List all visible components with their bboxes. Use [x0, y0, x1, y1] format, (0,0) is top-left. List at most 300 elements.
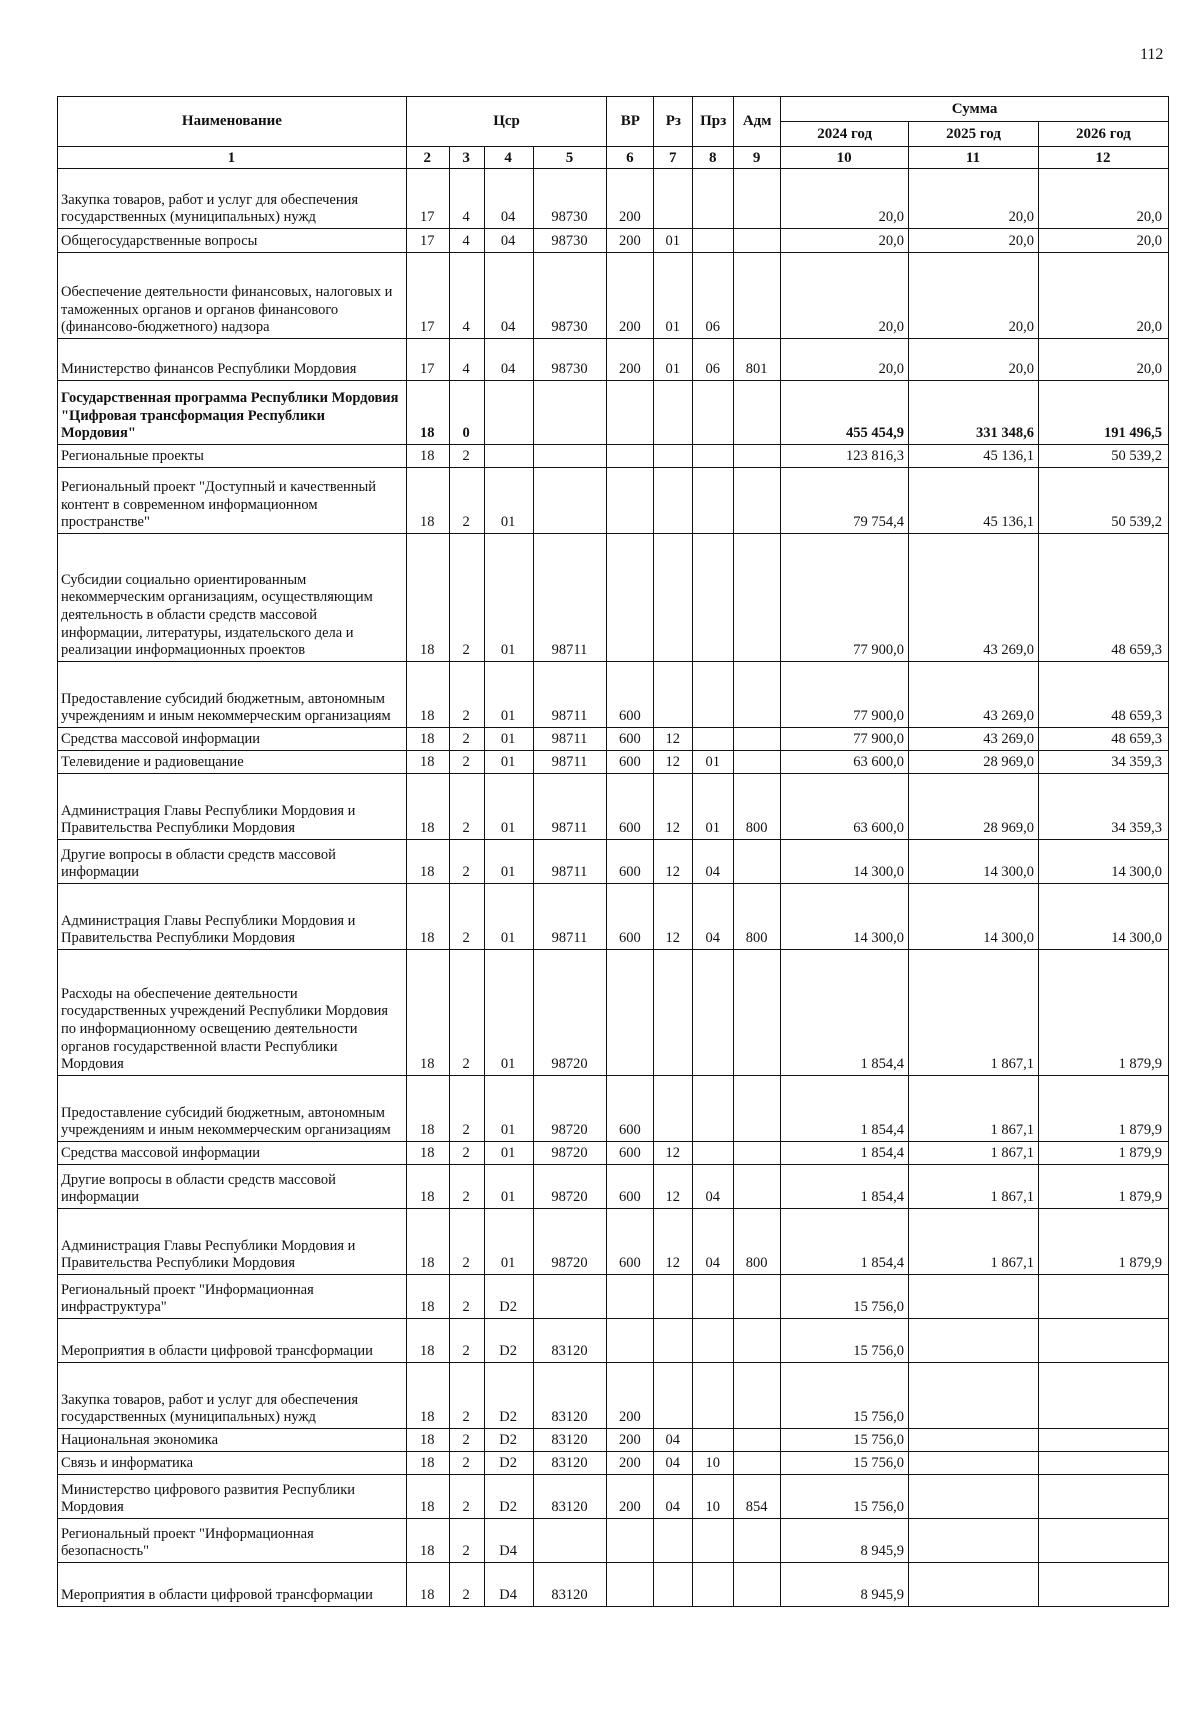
- csr-program: 18: [406, 950, 449, 1076]
- prz-code: [693, 1363, 734, 1429]
- amount-2024: 8 945,9: [781, 1519, 909, 1563]
- row-name: Другие вопросы в области средств массовой информации: [58, 840, 407, 884]
- prz-code: 04: [693, 840, 734, 884]
- csr-project: 04: [484, 169, 533, 229]
- csr-project: 01: [484, 950, 533, 1076]
- row-name: Связь и информатика: [58, 1452, 407, 1475]
- csr-code: 98720: [533, 950, 607, 1076]
- amount-2024: 20,0: [781, 229, 909, 253]
- vr-code: [607, 445, 654, 468]
- prz-code: [693, 381, 734, 445]
- csr-project: D2: [484, 1275, 533, 1319]
- csr-code: 98711: [533, 662, 607, 728]
- amount-2025: [909, 1475, 1039, 1519]
- amount-2026: 1 879,9: [1038, 950, 1168, 1076]
- adm-code: [734, 840, 781, 884]
- row-name: Предоставление субсидий бюджетным, автономным учреждениям и иным некоммерческим организациям: [58, 1076, 407, 1142]
- rz-code: 01: [654, 229, 693, 253]
- amount-2025: 43 269,0: [909, 728, 1039, 751]
- prz-code: [693, 1563, 734, 1607]
- amount-2025: 1 867,1: [909, 1165, 1039, 1209]
- adm-code: [734, 169, 781, 229]
- csr-subprogram: 2: [449, 534, 484, 662]
- csr-subprogram: 0: [449, 381, 484, 445]
- row-name: Средства массовой информации: [58, 1142, 407, 1165]
- csr-program: 18: [406, 1429, 449, 1452]
- rz-code: 12: [654, 728, 693, 751]
- adm-code: [734, 1275, 781, 1319]
- column-number: 1: [58, 147, 407, 169]
- rz-code: 12: [654, 884, 693, 950]
- vr-code: 200: [607, 253, 654, 339]
- csr-project: D2: [484, 1475, 533, 1519]
- csr-code: 98711: [533, 728, 607, 751]
- header-name: Наименование: [58, 97, 407, 147]
- vr-code: 200: [607, 339, 654, 381]
- csr-subprogram: 2: [449, 1142, 484, 1165]
- csr-subprogram: 2: [449, 445, 484, 468]
- row-name: Региональный проект "Информационная безопасность": [58, 1519, 407, 1563]
- amount-2024: 14 300,0: [781, 840, 909, 884]
- csr-program: 18: [406, 1475, 449, 1519]
- table-row: [58, 1363, 1169, 1429]
- rz-code: [654, 1076, 693, 1142]
- vr-code: [607, 534, 654, 662]
- prz-code: [693, 534, 734, 662]
- column-number: 4: [484, 147, 533, 169]
- row-name: Министерство финансов Республики Мордовия: [58, 339, 407, 381]
- csr-subprogram: 2: [449, 1165, 484, 1209]
- amount-2024: 20,0: [781, 169, 909, 229]
- rz-code: [654, 662, 693, 728]
- amount-2025: 20,0: [909, 339, 1039, 381]
- csr-subprogram: 2: [449, 774, 484, 840]
- rz-code: [654, 1563, 693, 1607]
- adm-code: [734, 1519, 781, 1563]
- csr-code: 98711: [533, 884, 607, 950]
- csr-code: [533, 468, 607, 534]
- csr-code: [533, 445, 607, 468]
- csr-program: 18: [406, 445, 449, 468]
- csr-program: 18: [406, 1142, 449, 1165]
- amount-2025: [909, 1429, 1039, 1452]
- csr-program: 18: [406, 381, 449, 445]
- amount-2026: [1038, 1319, 1168, 1363]
- vr-code: 600: [607, 1165, 654, 1209]
- rz-code: 01: [654, 339, 693, 381]
- row-name: Закупка товаров, работ и услуг для обеспечения государственных (муниципальных) нужд: [58, 169, 407, 229]
- header-rz: Рз: [654, 97, 693, 147]
- prz-code: [693, 1519, 734, 1563]
- prz-code: [693, 1319, 734, 1363]
- csr-code: 83120: [533, 1363, 607, 1429]
- csr-code: 98720: [533, 1142, 607, 1165]
- adm-code: [734, 1452, 781, 1475]
- amount-2024: 1 854,4: [781, 1209, 909, 1275]
- row-name: Расходы на обеспечение деятельности государственных учреждений Республики Мордовия по информационному освещению деятельности органов государственной власти Республики Мордовия: [58, 950, 407, 1076]
- column-number: 3: [449, 147, 484, 169]
- csr-subprogram: 2: [449, 1363, 484, 1429]
- amount-2024: 8 945,9: [781, 1563, 909, 1607]
- vr-code: 200: [607, 1475, 654, 1519]
- vr-code: 600: [607, 774, 654, 840]
- csr-code: 98720: [533, 1209, 607, 1275]
- column-number: 9: [734, 147, 781, 169]
- csr-project: 01: [484, 468, 533, 534]
- prz-code: 10: [693, 1452, 734, 1475]
- vr-code: [607, 1519, 654, 1563]
- prz-code: 01: [693, 774, 734, 840]
- csr-program: 18: [406, 534, 449, 662]
- adm-code: [734, 468, 781, 534]
- amount-2026: 191 496,5: [1038, 381, 1168, 445]
- csr-project: [484, 445, 533, 468]
- vr-code: 600: [607, 662, 654, 728]
- rz-code: 12: [654, 1165, 693, 1209]
- csr-project: 01: [484, 774, 533, 840]
- amount-2026: 20,0: [1038, 229, 1168, 253]
- adm-code: [734, 253, 781, 339]
- amount-2026: 1 879,9: [1038, 1209, 1168, 1275]
- prz-code: [693, 169, 734, 229]
- table-row: [58, 1209, 1169, 1275]
- amount-2024: 63 600,0: [781, 751, 909, 774]
- amount-2026: 14 300,0: [1038, 884, 1168, 950]
- vr-code: [607, 381, 654, 445]
- table-row: [58, 728, 1169, 751]
- table-row: [58, 774, 1169, 840]
- prz-code: [693, 950, 734, 1076]
- vr-code: 200: [607, 229, 654, 253]
- csr-program: 18: [406, 1209, 449, 1275]
- csr-program: 18: [406, 1363, 449, 1429]
- csr-project: 01: [484, 840, 533, 884]
- amount-2025: 1 867,1: [909, 1209, 1039, 1275]
- csr-subprogram: 2: [449, 751, 484, 774]
- csr-project: D2: [484, 1363, 533, 1429]
- amount-2024: 77 900,0: [781, 662, 909, 728]
- vr-code: 200: [607, 1429, 654, 1452]
- rz-code: 12: [654, 840, 693, 884]
- row-name: Телевидение и радиовещание: [58, 751, 407, 774]
- amount-2025: 28 969,0: [909, 774, 1039, 840]
- csr-subprogram: 2: [449, 728, 484, 751]
- header-year-2026: 2026 год: [1038, 122, 1168, 147]
- amount-2024: 14 300,0: [781, 884, 909, 950]
- amount-2025: [909, 1363, 1039, 1429]
- amount-2026: 1 879,9: [1038, 1165, 1168, 1209]
- csr-subprogram: 2: [449, 468, 484, 534]
- csr-program: 18: [406, 774, 449, 840]
- table-row: [58, 950, 1169, 1076]
- header-csr: Цср: [406, 97, 607, 147]
- amount-2024: 123 816,3: [781, 445, 909, 468]
- csr-project: 01: [484, 1209, 533, 1275]
- row-name: Администрация Главы Республики Мордовия и Правительства Республики Мордовия: [58, 884, 407, 950]
- adm-code: [734, 1363, 781, 1429]
- csr-subprogram: 4: [449, 229, 484, 253]
- prz-code: [693, 1275, 734, 1319]
- csr-program: 18: [406, 751, 449, 774]
- header-year-2024: 2024 год: [781, 122, 909, 147]
- csr-project: 01: [484, 1076, 533, 1142]
- adm-code: [734, 1142, 781, 1165]
- table-row: [58, 169, 1169, 229]
- rz-code: [654, 1275, 693, 1319]
- amount-2024: 15 756,0: [781, 1475, 909, 1519]
- csr-project: D4: [484, 1563, 533, 1607]
- column-number-row: [58, 147, 1169, 169]
- rz-code: [654, 381, 693, 445]
- row-name: Региональный проект "Доступный и качественный контент в современном информационном пространстве": [58, 468, 407, 534]
- csr-project: D2: [484, 1429, 533, 1452]
- rz-code: 04: [654, 1429, 693, 1452]
- row-name: Национальная экономика: [58, 1429, 407, 1452]
- row-name: Субсидии социально ориентированным некоммерческим организациям, осуществляющим деятельность в области средств массовой информации, литературы, издательского дела и реализации информационных проектов: [58, 534, 407, 662]
- table-row: [58, 1165, 1169, 1209]
- column-number: 10: [781, 147, 909, 169]
- vr-code: [607, 1319, 654, 1363]
- csr-code: 98730: [533, 229, 607, 253]
- table-row: [58, 1142, 1169, 1165]
- csr-subprogram: 2: [449, 1319, 484, 1363]
- amount-2025: 1 867,1: [909, 1076, 1039, 1142]
- table-row: [58, 1319, 1169, 1363]
- column-number: 6: [607, 147, 654, 169]
- amount-2025: [909, 1563, 1039, 1607]
- row-name: Другие вопросы в области средств массовой информации: [58, 1165, 407, 1209]
- adm-code: 801: [734, 339, 781, 381]
- rz-code: 12: [654, 774, 693, 840]
- adm-code: [734, 229, 781, 253]
- vr-code: 200: [607, 1363, 654, 1429]
- table-row: [58, 339, 1169, 381]
- csr-project: 04: [484, 229, 533, 253]
- csr-code: 98720: [533, 1165, 607, 1209]
- amount-2026: [1038, 1452, 1168, 1475]
- table-row: [58, 1452, 1169, 1475]
- csr-project: D2: [484, 1319, 533, 1363]
- amount-2026: 48 659,3: [1038, 728, 1168, 751]
- row-name: Администрация Главы Республики Мордовия и Правительства Республики Мордовия: [58, 1209, 407, 1275]
- vr-code: [607, 950, 654, 1076]
- prz-code: 06: [693, 253, 734, 339]
- rz-code: [654, 534, 693, 662]
- prz-code: [693, 662, 734, 728]
- amount-2025: [909, 1519, 1039, 1563]
- adm-code: [734, 381, 781, 445]
- amount-2026: 34 359,3: [1038, 751, 1168, 774]
- csr-subprogram: 2: [449, 1429, 484, 1452]
- csr-project: D4: [484, 1519, 533, 1563]
- vr-code: 600: [607, 751, 654, 774]
- rz-code: [654, 1519, 693, 1563]
- prz-code: [693, 1076, 734, 1142]
- rz-code: [654, 445, 693, 468]
- prz-code: 04: [693, 1165, 734, 1209]
- column-number: 12: [1038, 147, 1168, 169]
- amount-2026: 1 879,9: [1038, 1076, 1168, 1142]
- vr-code: 200: [607, 169, 654, 229]
- amount-2025: 28 969,0: [909, 751, 1039, 774]
- table-row: [58, 229, 1169, 253]
- amount-2026: 34 359,3: [1038, 774, 1168, 840]
- adm-code: 854: [734, 1475, 781, 1519]
- csr-project: [484, 381, 533, 445]
- csr-program: 18: [406, 1165, 449, 1209]
- column-number: 11: [909, 147, 1039, 169]
- amount-2026: 20,0: [1038, 169, 1168, 229]
- prz-code: 04: [693, 1209, 734, 1275]
- vr-code: 600: [607, 1076, 654, 1142]
- amount-2026: [1038, 1275, 1168, 1319]
- amount-2025: 45 136,1: [909, 468, 1039, 534]
- csr-code: 98711: [533, 751, 607, 774]
- amount-2024: 20,0: [781, 339, 909, 381]
- rz-code: [654, 1363, 693, 1429]
- adm-code: [734, 950, 781, 1076]
- amount-2024: 1 854,4: [781, 1076, 909, 1142]
- amount-2025: 14 300,0: [909, 840, 1039, 884]
- amount-2024: 63 600,0: [781, 774, 909, 840]
- amount-2024: 20,0: [781, 253, 909, 339]
- vr-code: 600: [607, 1209, 654, 1275]
- prz-code: 01: [693, 751, 734, 774]
- rz-code: 12: [654, 751, 693, 774]
- csr-code: 98730: [533, 339, 607, 381]
- csr-program: 18: [406, 468, 449, 534]
- row-name: Мероприятия в области цифровой трансформации: [58, 1319, 407, 1363]
- header-row-top: [58, 97, 1169, 122]
- csr-code: 83120: [533, 1563, 607, 1607]
- amount-2024: 1 854,4: [781, 950, 909, 1076]
- amount-2026: 50 539,2: [1038, 468, 1168, 534]
- table-row: [58, 534, 1169, 662]
- csr-program: 17: [406, 229, 449, 253]
- header-adm: Адм: [734, 97, 781, 147]
- amount-2026: 50 539,2: [1038, 445, 1168, 468]
- amount-2024: 15 756,0: [781, 1363, 909, 1429]
- column-number: 2: [406, 147, 449, 169]
- csr-subprogram: 2: [449, 1275, 484, 1319]
- column-number: 7: [654, 147, 693, 169]
- amount-2026: 20,0: [1038, 339, 1168, 381]
- csr-project: 01: [484, 751, 533, 774]
- amount-2025: 43 269,0: [909, 534, 1039, 662]
- vr-code: [607, 468, 654, 534]
- csr-program: 18: [406, 1275, 449, 1319]
- csr-project: 01: [484, 662, 533, 728]
- amount-2024: 77 900,0: [781, 728, 909, 751]
- adm-code: [734, 728, 781, 751]
- csr-code: [533, 1519, 607, 1563]
- adm-code: 800: [734, 1209, 781, 1275]
- csr-project: 04: [484, 339, 533, 381]
- header-prz: Прз: [693, 97, 734, 147]
- table-row: [58, 751, 1169, 774]
- adm-code: [734, 1165, 781, 1209]
- header-sum: Сумма: [781, 97, 1169, 122]
- header-vr: ВР: [607, 97, 654, 147]
- budget-table: [57, 96, 1169, 1607]
- csr-code: 98730: [533, 169, 607, 229]
- csr-code: 98711: [533, 534, 607, 662]
- amount-2025: 1 867,1: [909, 950, 1039, 1076]
- adm-code: 800: [734, 774, 781, 840]
- csr-subprogram: 2: [449, 1519, 484, 1563]
- csr-program: 18: [406, 1563, 449, 1607]
- csr-program: 18: [406, 884, 449, 950]
- csr-code: 98720: [533, 1076, 607, 1142]
- amount-2025: 1 867,1: [909, 1142, 1039, 1165]
- amount-2026: [1038, 1475, 1168, 1519]
- amount-2026: [1038, 1519, 1168, 1563]
- amount-2024: 1 854,4: [781, 1165, 909, 1209]
- csr-subprogram: 2: [449, 950, 484, 1076]
- amount-2026: [1038, 1363, 1168, 1429]
- row-name: Государственная программа Республики Мордовия "Цифровая трансформация Республики Мордовия": [58, 381, 407, 445]
- adm-code: [734, 534, 781, 662]
- row-name: Министерство цифрового развития Республики Мордовия: [58, 1475, 407, 1519]
- amount-2025: 20,0: [909, 169, 1039, 229]
- row-name: Общегосударственные вопросы: [58, 229, 407, 253]
- rz-code: 12: [654, 1142, 693, 1165]
- adm-code: [734, 1429, 781, 1452]
- csr-subprogram: 2: [449, 1475, 484, 1519]
- csr-code: 83120: [533, 1429, 607, 1452]
- table-row: [58, 253, 1169, 339]
- amount-2024: 15 756,0: [781, 1275, 909, 1319]
- amount-2025: [909, 1275, 1039, 1319]
- csr-program: 17: [406, 253, 449, 339]
- table-row: [58, 662, 1169, 728]
- amount-2026: 20,0: [1038, 253, 1168, 339]
- table-row: [58, 840, 1169, 884]
- table-row: [58, 1475, 1169, 1519]
- row-name: Региональные проекты: [58, 445, 407, 468]
- prz-code: [693, 728, 734, 751]
- csr-code: 98711: [533, 840, 607, 884]
- rz-code: 12: [654, 1209, 693, 1275]
- amount-2026: 48 659,3: [1038, 662, 1168, 728]
- prz-code: [693, 445, 734, 468]
- csr-subprogram: 2: [449, 1452, 484, 1475]
- amount-2026: 48 659,3: [1038, 534, 1168, 662]
- csr-subprogram: 4: [449, 253, 484, 339]
- header-year-2025: 2025 год: [909, 122, 1039, 147]
- amount-2025: 20,0: [909, 253, 1039, 339]
- csr-code: 83120: [533, 1319, 607, 1363]
- amount-2025: 43 269,0: [909, 662, 1039, 728]
- rz-code: 04: [654, 1452, 693, 1475]
- amount-2025: 331 348,6: [909, 381, 1039, 445]
- csr-subprogram: 2: [449, 840, 484, 884]
- csr-code: 83120: [533, 1452, 607, 1475]
- table-row: [58, 1076, 1169, 1142]
- amount-2025: 14 300,0: [909, 884, 1039, 950]
- csr-subprogram: 2: [449, 884, 484, 950]
- csr-project: 04: [484, 253, 533, 339]
- page-number: 112: [1140, 46, 1164, 63]
- adm-code: [734, 1563, 781, 1607]
- vr-code: [607, 1275, 654, 1319]
- vr-code: [607, 1563, 654, 1607]
- vr-code: 600: [607, 1142, 654, 1165]
- rz-code: 04: [654, 1475, 693, 1519]
- prz-code: [693, 229, 734, 253]
- adm-code: [734, 662, 781, 728]
- amount-2026: 14 300,0: [1038, 840, 1168, 884]
